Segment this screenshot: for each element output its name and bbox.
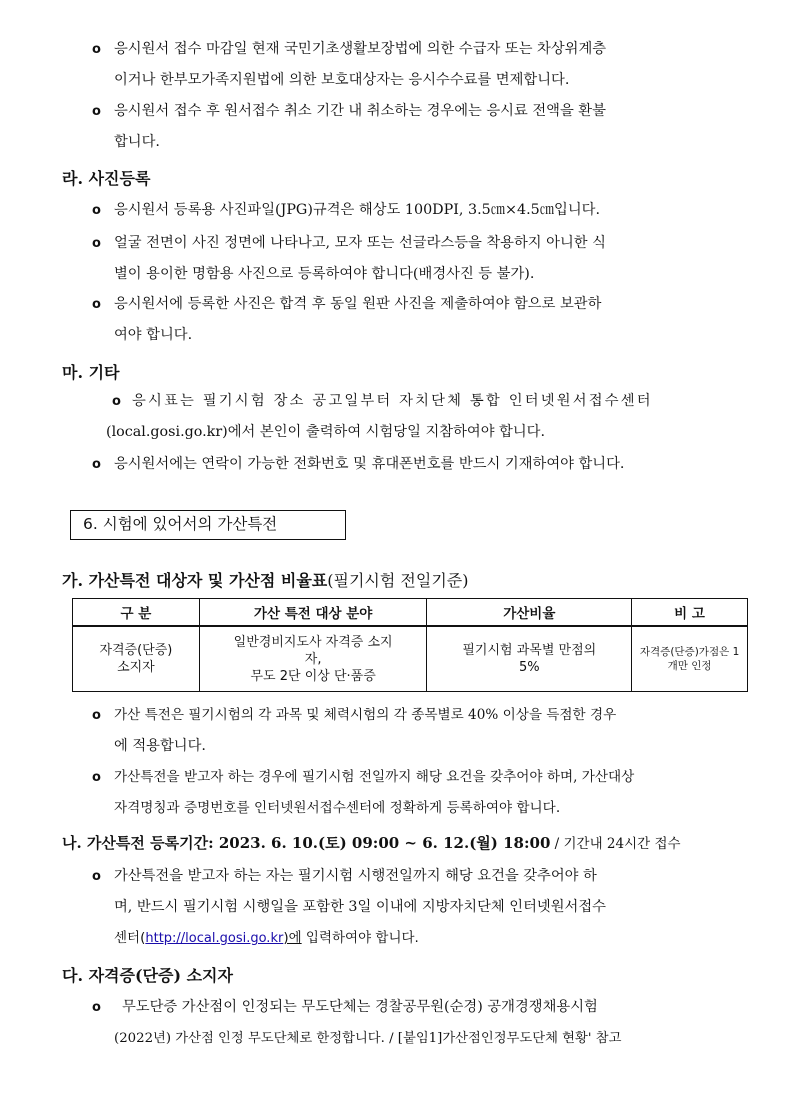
registration-line3 xyxy=(92,923,756,954)
registration-line3-end: 입력하여야 합니다. xyxy=(301,930,419,946)
bullet-mark: o xyxy=(92,770,101,785)
bonus-registration-bullet xyxy=(92,762,756,824)
bonus-table-heading xyxy=(62,568,468,591)
header-field: 가산 특전 대상 분야 xyxy=(199,599,427,627)
registration-period-note: / 기간내 24시간 접수 xyxy=(550,836,681,852)
photo-face-line2: 별이 용이한 명함용 사진으로 등록하여야 합니다(배경사진 등 불가). xyxy=(114,266,535,282)
bonus-table-heading-note: (필기시험 전일기준) xyxy=(327,571,469,590)
bonus-condition-line1: 가산 특전은 필기시험의 각 과목 및 체력시험의 각 종목별로 40% 이상을 득점한 경우 xyxy=(114,707,617,723)
admission-ticket-line1: 응시표는 필기시험 장소 공고일부터 자치단체 통합 인터넷원서접수센터 xyxy=(132,393,653,409)
etc-heading: 마. 기타 xyxy=(62,363,120,382)
photo-face-line1: 얼굴 전면이 사진 정면에 나타나고, 모자 또는 선글라스등을 착용하지 아니한 식 xyxy=(114,235,606,251)
gosi-link[interactable]: http://local.gosi.go.kr xyxy=(145,931,284,946)
refund-bullet xyxy=(92,96,756,158)
cell-category-line1: 자격증(단증) xyxy=(99,643,173,658)
bonus-registration-line2: 자격명칭과 증명번호를 인터넷원서접수센터에 정확하게 등록하여야 합니다. xyxy=(114,800,561,816)
refund-line2: 합니다. xyxy=(114,134,160,150)
registration-period-bold: 나. 가산특전 등록기간: 2023. 6. 10.(토) 09:00 ~ 6. 12.(월) 18:00 xyxy=(62,834,551,852)
cell-category-line2: 소지자 xyxy=(117,660,155,675)
registration-line3-pre: 센터( xyxy=(114,930,146,946)
fee-exemption-line1: 응시원서 접수 마감일 현재 국민기초생활보장법에 의한 수급자 또는 차상위계층 xyxy=(114,41,607,57)
registration-period-heading xyxy=(62,832,681,853)
photo-face-bullet xyxy=(92,228,756,290)
photo-keep-bullet xyxy=(92,289,756,351)
bullet-mark: o xyxy=(92,297,101,312)
header-rate: 가산비율 xyxy=(427,599,632,627)
martial-arts-bullet xyxy=(92,992,756,1054)
section-6-title: 6. 시험에 있어서의 가산특전 xyxy=(70,510,346,540)
bullet-mark: o xyxy=(92,457,101,472)
photo-keep-line1: 응시원서에 등록한 사진은 합격 후 동일 원판 사진을 제출하여야 함으로 보관하 xyxy=(114,296,602,312)
bonus-registration-line1: 가산특전을 받고자 하는 경우에 필기시험 전일까지 해당 요건을 갖추어야 하며, 가산대상 xyxy=(114,769,635,785)
cell-field-line2: 자, xyxy=(304,651,322,667)
refund-line1: 응시원서 접수 후 원서접수 취소 기간 내 취소하는 경우에는 응시료 전액을 환불 xyxy=(114,103,606,119)
photo-spec-text: 응시원서 등록용 사진파일(JPG)규격은 해상도 100DPI, 3.5㎝×4.5㎝입니다. xyxy=(114,202,601,218)
fee-exemption-line2: 이거나 한부모가족지원법에 의한 보호대상자는 응시수수료를 면제합니다. xyxy=(114,72,570,88)
cell-note-line1: 자격증(단증)가점은 1 xyxy=(639,646,740,658)
cell-note-line2: 개만 인정 xyxy=(667,660,712,672)
fee-exemption-bullet xyxy=(92,34,756,96)
admission-ticket-bullet xyxy=(106,386,752,448)
cell-rate-line2: 5% xyxy=(518,660,540,675)
cell-rate-line1: 필기시험 과목별 만점의 xyxy=(462,643,597,658)
photo-heading: 라. 사진등록 xyxy=(62,169,151,188)
bullet-mark: o xyxy=(92,104,101,119)
bullet-mark: o xyxy=(92,42,101,57)
bonus-table xyxy=(72,598,748,692)
cell-field xyxy=(199,626,427,692)
contact-bullet xyxy=(92,449,756,480)
cell-note xyxy=(632,626,748,692)
cell-rate xyxy=(427,626,632,692)
table-row xyxy=(73,626,748,692)
header-note: 비 고 xyxy=(632,599,748,627)
bullet-mark: o xyxy=(92,203,101,218)
contact-text: 응시원서에는 연락이 가능한 전화번호 및 휴대폰번호를 반드시 기재하여야 합니다. xyxy=(114,456,625,472)
registration-bullet xyxy=(92,861,756,954)
cell-field-line3: 무도 2단 이상 단·품증 xyxy=(250,668,376,684)
martial-arts-line1: 무도단증 가산점이 인정되는 무도단체는 경찰공무원(순경) 공개경쟁채용시험 xyxy=(122,999,598,1015)
bullet-mark: o xyxy=(112,394,121,409)
bullet-mark: o xyxy=(92,708,101,723)
photo-keep-line2: 여야 합니다. xyxy=(114,327,193,343)
bonus-condition-line2: 에 적용합니다. xyxy=(114,738,206,754)
cell-field-line1: 일반경비지도사 자격증 소지 xyxy=(233,634,393,650)
header-category: 구 분 xyxy=(73,599,200,627)
bullet-mark: o xyxy=(92,869,101,884)
certificate-heading: 다. 자격증(단증) 소지자 xyxy=(62,966,233,985)
bullet-mark: o xyxy=(92,236,101,251)
bonus-condition-bullet xyxy=(92,700,756,762)
registration-line3-post: )에 xyxy=(283,930,302,946)
photo-spec-bullet xyxy=(92,195,756,226)
cell-category xyxy=(73,626,200,692)
registration-line1: 가산특전을 받고자 하는 자는 필기시험 시행전일까지 해당 요건을 갖추어야 하 xyxy=(114,868,597,884)
bonus-table-heading-bold: 가. 가산특전 대상자 및 가산점 비율표 xyxy=(62,571,328,590)
bullet-mark: o xyxy=(92,1000,101,1015)
registration-line2: 며, 반드시 필기시험 시행일을 포함한 3일 이내에 지방자치단체 인터넷원서접수 xyxy=(114,899,606,915)
admission-ticket-line2: (local.gosi.go.kr)에서 본인이 출력하여 시험당일 지참하여야 합니다. xyxy=(106,424,546,440)
martial-arts-line2: (2022년) 가산점 인정 무도단체로 한정합니다. / [붙임1]가산점인정무도단체 현황' 참고 xyxy=(114,1031,622,1046)
bonus-table-header-row xyxy=(73,599,748,627)
